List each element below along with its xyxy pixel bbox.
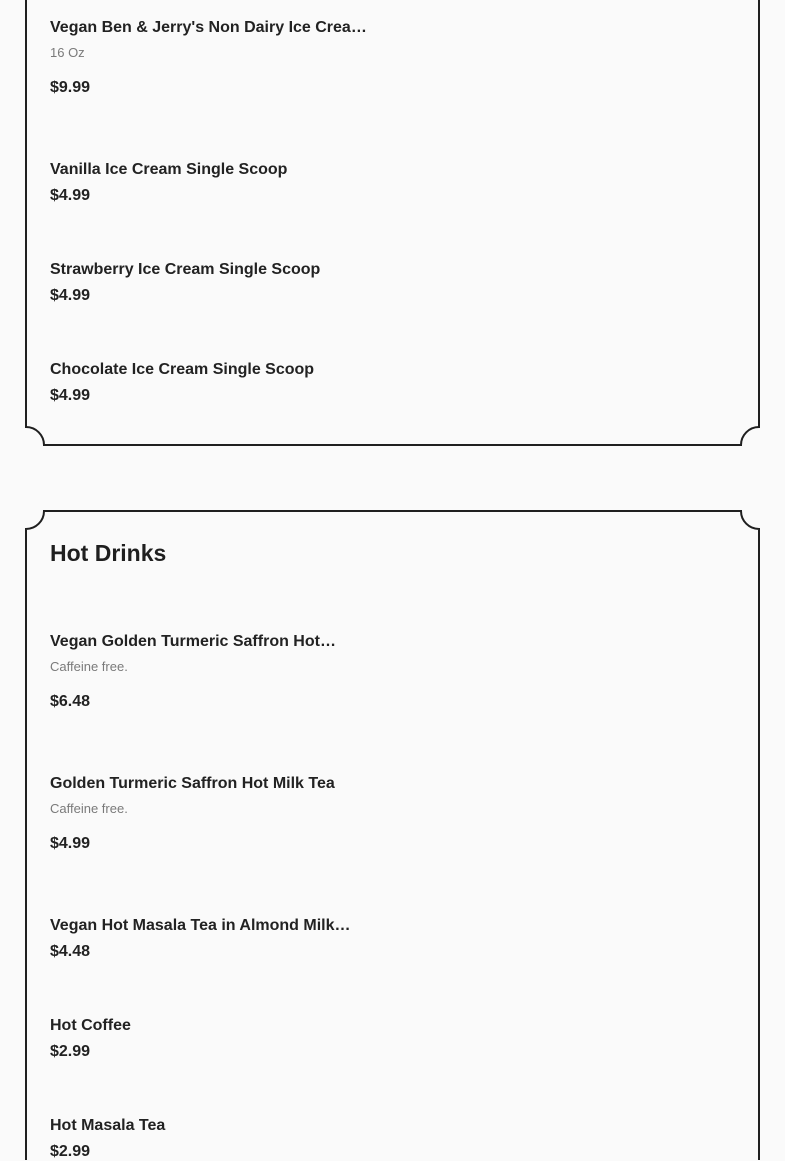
menu-item[interactable] — [50, 1017, 730, 1061]
item-price: $2.99 — [50, 1043, 91, 1060]
item-description: Caffeine free. — [50, 659, 128, 674]
item-name: Chocolate Ice Cream Single Scoop — [50, 361, 315, 378]
item-name: Golden Turmeric Saffron Hot Milk Tea — [50, 775, 335, 792]
item-name: Vanilla Ice Cream Single Scoop — [50, 161, 288, 178]
item-name: Hot Masala Tea — [50, 1117, 166, 1134]
menu-item[interactable] — [50, 633, 730, 711]
item-price: $4.48 — [50, 943, 91, 960]
item-name: Vegan Hot Masala Tea in Almond Milk… — [50, 917, 351, 934]
item-price: $2.99 — [50, 1143, 91, 1160]
section-title: Hot Drinks — [50, 540, 167, 566]
item-name: Hot Coffee — [50, 1017, 131, 1034]
menu-item[interactable] — [50, 19, 730, 97]
item-description: 16 Oz — [50, 45, 85, 60]
menu-item[interactable] — [50, 361, 730, 405]
item-price: $9.99 — [50, 79, 91, 96]
menu-section-hot-drinks — [25, 510, 760, 1160]
menu-item[interactable] — [50, 261, 730, 305]
item-price: $4.99 — [50, 187, 91, 204]
item-price: $6.48 — [50, 693, 91, 710]
menu-item[interactable] — [50, 161, 730, 205]
item-name: Vegan Ben & Jerry's Non Dairy Ice Crea… — [50, 19, 367, 36]
item-price: $4.99 — [50, 835, 91, 852]
menu-item[interactable] — [50, 917, 730, 961]
item-price: $4.99 — [50, 287, 91, 304]
item-price: $4.99 — [50, 387, 91, 404]
menu-item[interactable] — [50, 1117, 730, 1161]
item-description: Caffeine free. — [50, 801, 128, 816]
item-name: Strawberry Ice Cream Single Scoop — [50, 261, 321, 278]
item-name: Vegan Golden Turmeric Saffron Hot… — [50, 633, 336, 650]
menu-section-ice-cream — [25, 0, 760, 446]
menu-item[interactable] — [50, 775, 730, 853]
